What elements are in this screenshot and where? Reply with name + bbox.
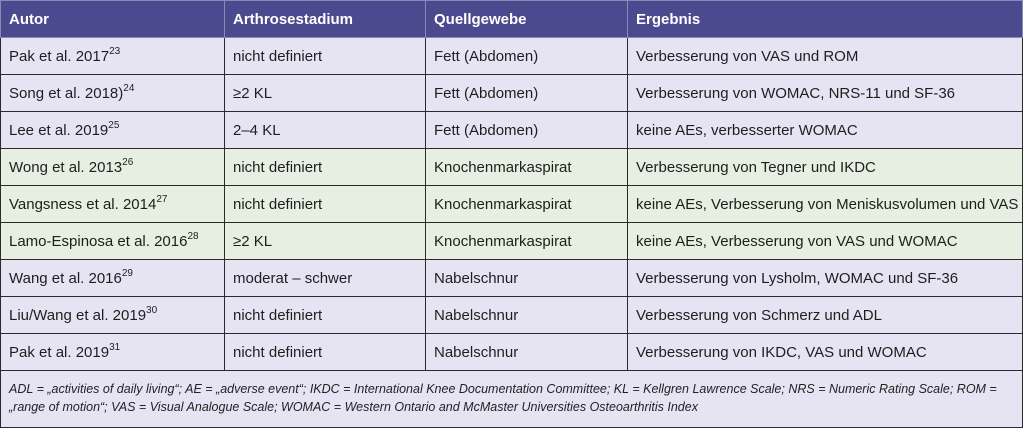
cell-gewebe: Knochenmarkaspirat [426,223,628,260]
cell-stadium: nicht definiert [225,186,426,223]
table-row [1,297,1023,334]
cell-autor: Lee et al. 2019$^{25}$ [1,112,225,149]
cell-autor: Wong et al. 2013$^{26}$ [1,149,225,186]
header-quellgewebe: Quellgewebe [426,1,628,38]
table-row [1,38,1023,75]
cell-ergebnis: keine AEs, Verbesserung von VAS und WOMAC [628,223,1023,260]
cell-autor: Pak et al. 2017$^{23}$ [1,38,225,75]
cell-autor: Pak et al. 2019$^{31}$ [1,334,225,371]
table-row [1,75,1023,112]
cell-stadium: 2–4 KL [225,112,426,149]
cell-gewebe: Fett (Abdomen) [426,38,628,75]
cell-stadium: nicht definiert [225,149,426,186]
cell-stadium: nicht definiert [225,334,426,371]
cell-ergebnis: Verbesserung von Schmerz und ADL [628,297,1023,334]
header-autor: Autor [1,1,225,38]
cell-stadium: ≥2 KL [225,75,426,112]
cell-ergebnis: Verbesserung von Lysholm, WOMAC und SF-36 [628,260,1023,297]
cell-ergebnis: Verbesserung von IKDC, VAS und WOMAC [628,334,1023,371]
cell-autor: Wang et al. 2016$^{29}$ [1,260,225,297]
cell-gewebe: Nabelschnur [426,260,628,297]
cell-gewebe: Nabelschnur [426,334,628,371]
cell-stadium: nicht definiert [225,38,426,75]
cell-gewebe: Nabelschnur [426,297,628,334]
cell-ergebnis: Verbesserung von Tegner und IKDC [628,149,1023,186]
cell-autor: Song et al. 2018)$^{24}$ [1,75,225,112]
cell-ergebnis: Verbesserung von VAS und ROM [628,38,1023,75]
cell-ergebnis: keine AEs, Verbesserung von Meniskusvolumen und VAS [628,186,1023,223]
cell-stadium: nicht definiert [225,297,426,334]
footnote-row [1,371,1023,428]
table-row [1,334,1023,371]
cell-ergebnis: Verbesserung von WOMAC, NRS-11 und SF-36 [628,75,1023,112]
cell-autor: Vangsness et al. 2014$^{27}$ [1,186,225,223]
header-row [1,1,1023,38]
cell-gewebe: Fett (Abdomen) [426,75,628,112]
table-row [1,112,1023,149]
cell-stadium: ≥2 KL [225,223,426,260]
cell-autor: Lamo-Espinosa et al. 2016$^{28}$ [1,223,225,260]
table-row [1,186,1023,223]
cell-gewebe: Knochenmarkaspirat [426,186,628,223]
table-row [1,260,1023,297]
header-ergebnis: Ergebnis [628,1,1023,38]
cell-gewebe: Knochenmarkaspirat [426,149,628,186]
header-arthrosestadium: Arthrosestadium [225,1,426,38]
table-row [1,149,1023,186]
cell-gewebe: Fett (Abdomen) [426,112,628,149]
cell-autor: Liu/Wang et al. 2019$^{30}$ [1,297,225,334]
cell-ergebnis: keine AEs, verbesserter WOMAC [628,112,1023,149]
cell-stadium: moderat – schwer [225,260,426,297]
table-row [1,223,1023,260]
abbreviations-footnote: ADL = „activities of daily living“; AE = „adverse event“; IKDC = International Knee Documentation Committee; KL = Kellgren Lawrence Scale; NRS = Numeric Rating Scale; ROM = „range of motion“; VAS = Visual Analogue Scale; WOMAC = Western Ontario and McMaster Universities Osteoarthritis Index [1,371,1023,428]
